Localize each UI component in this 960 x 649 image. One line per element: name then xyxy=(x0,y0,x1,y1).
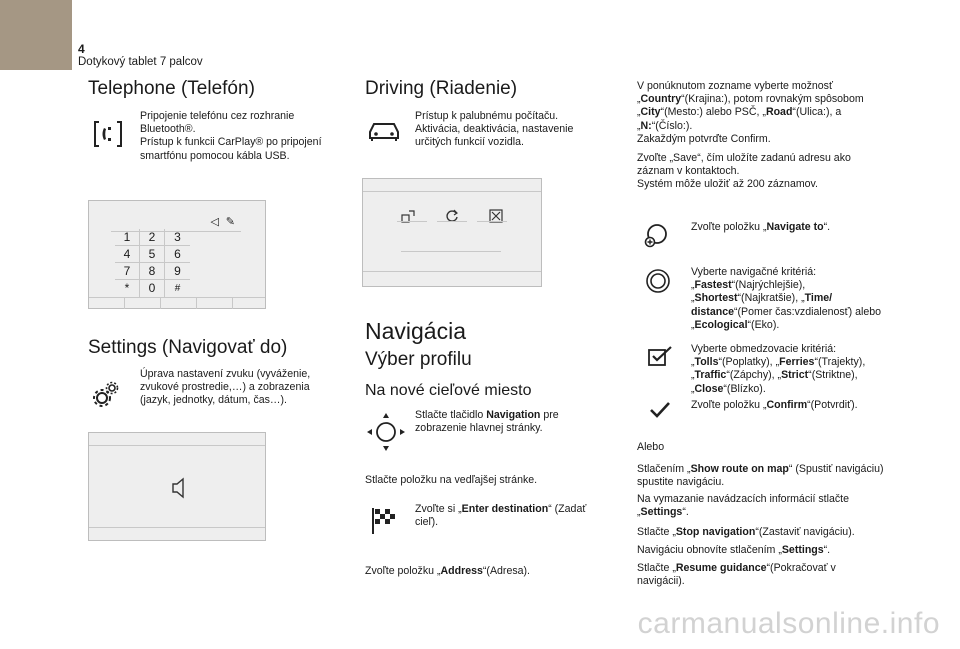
phone-bar-button[interactable] xyxy=(161,298,197,309)
checkered-flag-icon xyxy=(370,506,400,536)
key-hash[interactable]: # xyxy=(174,283,181,294)
driving-description: Prístup k palubnému počítaču. Aktivácia, deaktivácia, nastavenie určitých funkcií vozidla. xyxy=(415,110,574,149)
driving-screen xyxy=(362,178,542,287)
telephone-title: Telephone (Telefón) xyxy=(88,78,255,99)
resume-navigation-step: Navigáciu obnovíte stlačením „Settings“. xyxy=(637,544,831,556)
restriction-checkbox-icon xyxy=(647,345,673,367)
settings-gear-icon xyxy=(92,380,120,408)
navigation-subtitle: Výber profilu xyxy=(365,349,472,370)
key-0[interactable]: 0 xyxy=(140,280,165,297)
backspace-icon[interactable]: ◁ xyxy=(210,216,219,228)
phone-bottom-bar xyxy=(89,297,265,309)
refresh-icon[interactable] xyxy=(445,209,459,228)
route-criteria-icon xyxy=(645,268,671,294)
chapter-tab xyxy=(0,0,72,70)
phone-bar-button[interactable] xyxy=(125,298,161,309)
phone-bar-button[interactable] xyxy=(89,298,125,309)
navigation-section-title: Na nové cieľové miesto xyxy=(365,382,532,399)
navigate-to-step: Zvoľte položku „Navigate to“. xyxy=(691,221,831,233)
watermark: carmanualsonline.info xyxy=(637,607,940,640)
settings-description: Úprava nastavení zvuku (vyváženie, zvukové prostredie,…) a zobrazenia (jazyk, jednotky, dátum, čas…). xyxy=(140,368,311,407)
settings-screen xyxy=(88,432,266,541)
telephone-description: Pripojenie telefónu cez rozhranie Bluetooth®. Prístup k funkcii CarPlay® po pripojení smartfónu pomocou kábla USB. xyxy=(140,110,322,162)
page-subtitle: Dotykový tablet 7 palcov xyxy=(78,56,203,68)
save-instructions: Zvoľte „Save“, čím uložíte zadanú adresu ako záznam v kontaktoch. Systém môže uložiť až 200 záznamov. xyxy=(637,152,851,191)
key-7[interactable]: 7 xyxy=(115,263,140,280)
resume-guidance-step: Stlačte „Resume guidance“(Pokračovať v navigácii). xyxy=(637,562,836,588)
key-9[interactable]: 9 xyxy=(165,263,190,280)
key-1[interactable]: 1 xyxy=(115,229,140,246)
route-criteria-step: Vyberte navigačné kritériá: „Fastest“(Najrýchlejšie), „Shortest“(Najkratšie), „Time/ distance“(Pomer čas:vzdialenosť) alebo „Ecological“(Eko). xyxy=(691,266,882,331)
key-2[interactable]: 2 xyxy=(140,229,165,246)
key-4[interactable]: 4 xyxy=(115,246,140,263)
vehicle-functions-icon[interactable] xyxy=(489,209,503,228)
key-5[interactable]: 5 xyxy=(140,246,165,263)
delete-guidance-step: Na vymazanie navádzacích informácií stlačte „Settings“. xyxy=(637,493,849,519)
settings-title: Settings (Navigovať do) xyxy=(88,337,288,358)
alternative-label: Alebo xyxy=(637,441,665,453)
phone-icon xyxy=(91,118,125,150)
car-icon xyxy=(366,120,402,142)
key-6[interactable]: 6 xyxy=(165,246,190,263)
key-star[interactable]: * xyxy=(115,280,140,297)
key-3[interactable]: 3 xyxy=(165,229,190,246)
show-route-step: Stlačením „Show route on map“ (Spustiť navigáciu) spustite navigáciu. xyxy=(637,463,884,489)
navigation-crosshair-icon xyxy=(366,412,406,452)
driving-assist-icon[interactable] xyxy=(401,209,415,228)
nav-step-1: Stlačte tlačidlo Navigation pre zobrazenie hlavnej stránky. xyxy=(415,409,559,435)
speaker-icon[interactable] xyxy=(171,477,185,504)
keypad xyxy=(115,229,191,297)
driving-title: Driving (Riadenie) xyxy=(365,78,518,99)
restriction-criteria-step: Vyberte obmedzovacie kritériá: „Tolls“(Poplatky), „Ferries“(Trajekty), „Traffic“(Zápchy), „Strict“(Striktne), „Close“(Blízko). xyxy=(691,343,866,395)
stop-navigation-step: Stlačte „Stop navigation“(Zastaviť navigáciu). xyxy=(637,526,855,538)
nav-step-2: Stlačte položku na vedľajšej stránke. xyxy=(365,474,538,486)
edit-icon[interactable]: ✎ xyxy=(225,216,235,228)
confirm-step: Zvoľte položku „Confirm“(Potvrdiť). xyxy=(691,399,858,411)
key-8[interactable]: 8 xyxy=(140,263,165,280)
address-instructions: V ponúknutom zozname vyberte možnosť „Country“(Krajina:), potom rovnakým spôsobom „City“(Mesto:) alebo PSČ, „Road“(Ulica:), a „N:“(Číslo:). Zakaždým potvrďte Confirm. xyxy=(637,80,864,145)
phone-screen xyxy=(88,200,266,309)
phone-bar-button[interactable] xyxy=(197,298,233,309)
navigation-title: Navigácia xyxy=(365,318,466,344)
navigate-to-icon xyxy=(643,222,669,248)
nav-step-4: Zvoľte položku „Address“(Adresa). xyxy=(365,565,530,577)
nav-step-3: Zvoľte si „Enter destination“ (Zadať cieľ). xyxy=(415,503,587,529)
page-number: 4 xyxy=(78,42,85,56)
checkmark-icon xyxy=(649,400,671,420)
